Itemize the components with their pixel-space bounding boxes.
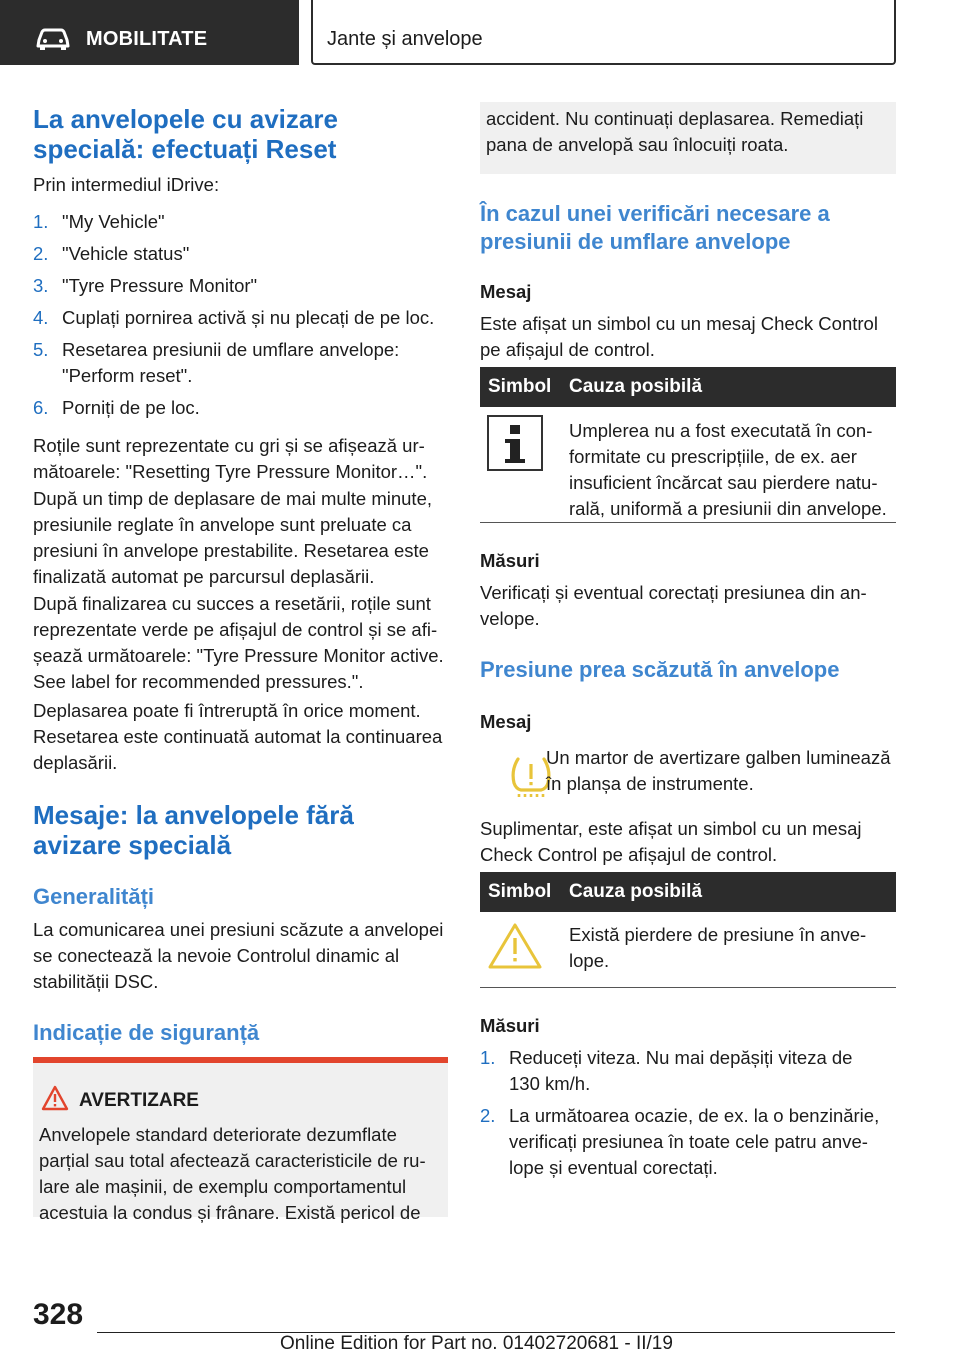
table-header <box>480 872 896 912</box>
info-icon <box>487 415 543 471</box>
warning-text-continued: accident. Nu continuați deplasarea. Remediați pana de anvelopă sau înlocuiți roata. <box>486 108 864 155</box>
warning-box <box>33 1057 448 1223</box>
label-message: Mesaj <box>480 711 532 732</box>
heading-low-pressure: Presiune prea scăzută în anvelope <box>480 657 840 682</box>
heading-general: Generalități <box>33 884 155 909</box>
paragraph: Roțile sunt reprezentate cu gri și se afișează următoarele: "Resetting Tyre Pressure Monitor…". <box>33 435 428 482</box>
warning-triangle-icon <box>41 1085 69 1111</box>
paragraph: Deplasarea poate fi întreruptă în orice moment. Resetarea este continuată automat la continuarea deplasării. <box>33 700 443 773</box>
page-number: 328 <box>33 1298 84 1331</box>
column-header-cause: Cauza posibilă <box>569 376 703 397</box>
measures-steps-list <box>480 1045 896 1187</box>
table-header <box>480 367 896 407</box>
warning-title: AVERTIZARE <box>79 1090 199 1111</box>
warning-box-continued <box>480 102 896 174</box>
label-message: Mesaj <box>480 281 532 302</box>
header-chapter-box <box>311 0 896 65</box>
list-item: 6. Porniți de pe loc. <box>33 397 200 418</box>
list-item: 5. Resetarea presiunii de umflare anvelope: "Perform reset". <box>33 339 400 386</box>
paragraph: Verificați și eventual corectați presiunea din anvelope. <box>480 582 867 629</box>
intro-idrive: Prin intermediul iDrive: <box>33 174 220 195</box>
table-divider <box>480 987 896 988</box>
list-item: 3. "Tyre Pressure Monitor" <box>33 275 258 296</box>
list-item: 2. La următoarea ocazie, de ex. la o benzinărie, verificați presiunea în toate cele patru anvelope și eventual corectați. <box>480 1105 880 1178</box>
column-header-cause: Cauza posibilă <box>569 881 703 902</box>
heading-check-pressure: În cazul unei verificări necesare a presiunii de umflare anvelope <box>480 201 830 254</box>
label-measures: Măsuri <box>480 1015 540 1036</box>
column-header-symbol: Simbol <box>488 376 552 397</box>
paragraph: După un timp de deplasare de mai multe minute, presiunile reglate în anvelope sunt preluate ca presiuni în anvelope prestabilite. Resetarea este finalizată automat pe parcursul deplasării. <box>33 488 432 587</box>
car-icon <box>36 28 70 50</box>
heading-messages: Mesaje: la anvelopele fără avizare specială <box>33 800 354 860</box>
table-cell-cause: Există pierdere de presiune în anvelope. <box>569 924 867 971</box>
warning-triangle-icon <box>487 922 543 970</box>
column-header-symbol: Simbol <box>488 881 552 902</box>
list-item: 1. Reduceți viteza. Nu mai depășiți viteza de 130 km/h. <box>480 1047 853 1094</box>
paragraph: Este afișat un simbol cu un mesaj Check Control pe afișajul de control. <box>480 313 878 360</box>
table-divider <box>480 522 896 523</box>
chapter-title: Jante și anvelope <box>327 28 483 50</box>
paragraph: La comunicarea unei presiuni scăzute a anvelopei se conectează la nevoie Controlul dinamic al stabilității DSC. <box>33 919 444 992</box>
reset-steps-list <box>33 209 448 427</box>
footer-edition: Online Edition for Part no. 01402720681 - II/19 <box>280 1333 673 1354</box>
paragraph: Un martor de avertizare galben luminează în planșa de instrumente. <box>546 747 891 794</box>
list-item: 1. "My Vehicle" <box>33 211 165 232</box>
warning-text: Anvelopele standard deteriorate dezumflate parțial sau total afectează caracteristicile de rulare ale mașinii, de exemplu comportamentul acestuia la condus și frânare. Există pericol de <box>39 1124 426 1223</box>
section-title: MOBILITATE <box>86 28 208 50</box>
header-section-tab <box>0 0 299 65</box>
heading-safety: Indicație de siguranță <box>33 1020 260 1045</box>
paragraph: Suplimentar, este afișat un simbol cu un mesaj Check Control pe afișajul de control. <box>480 818 862 865</box>
list-item: 4. Cuplați pornirea activă și nu plecați de pe loc. <box>33 307 435 328</box>
heading-reset: La anvelopele cu avizare specială: efectuați Reset <box>33 104 338 164</box>
list-item: 2. "Vehicle status" <box>33 243 190 264</box>
label-measures: Măsuri <box>480 550 540 571</box>
table-cell-cause: Umplerea nu a fost executată în conformitate cu prescripțiile, de ex. aer insuficient încărcat sau pierdere naturală, uniformă a presiunii din anvelope. <box>569 420 887 519</box>
paragraph: După finalizarea cu succes a resetării, roțile sunt reprezentate verde pe afișajul de control și se afișează următoarele: "Tyre Pressure Monitor active. See label for recommended pressures.". <box>33 593 444 692</box>
